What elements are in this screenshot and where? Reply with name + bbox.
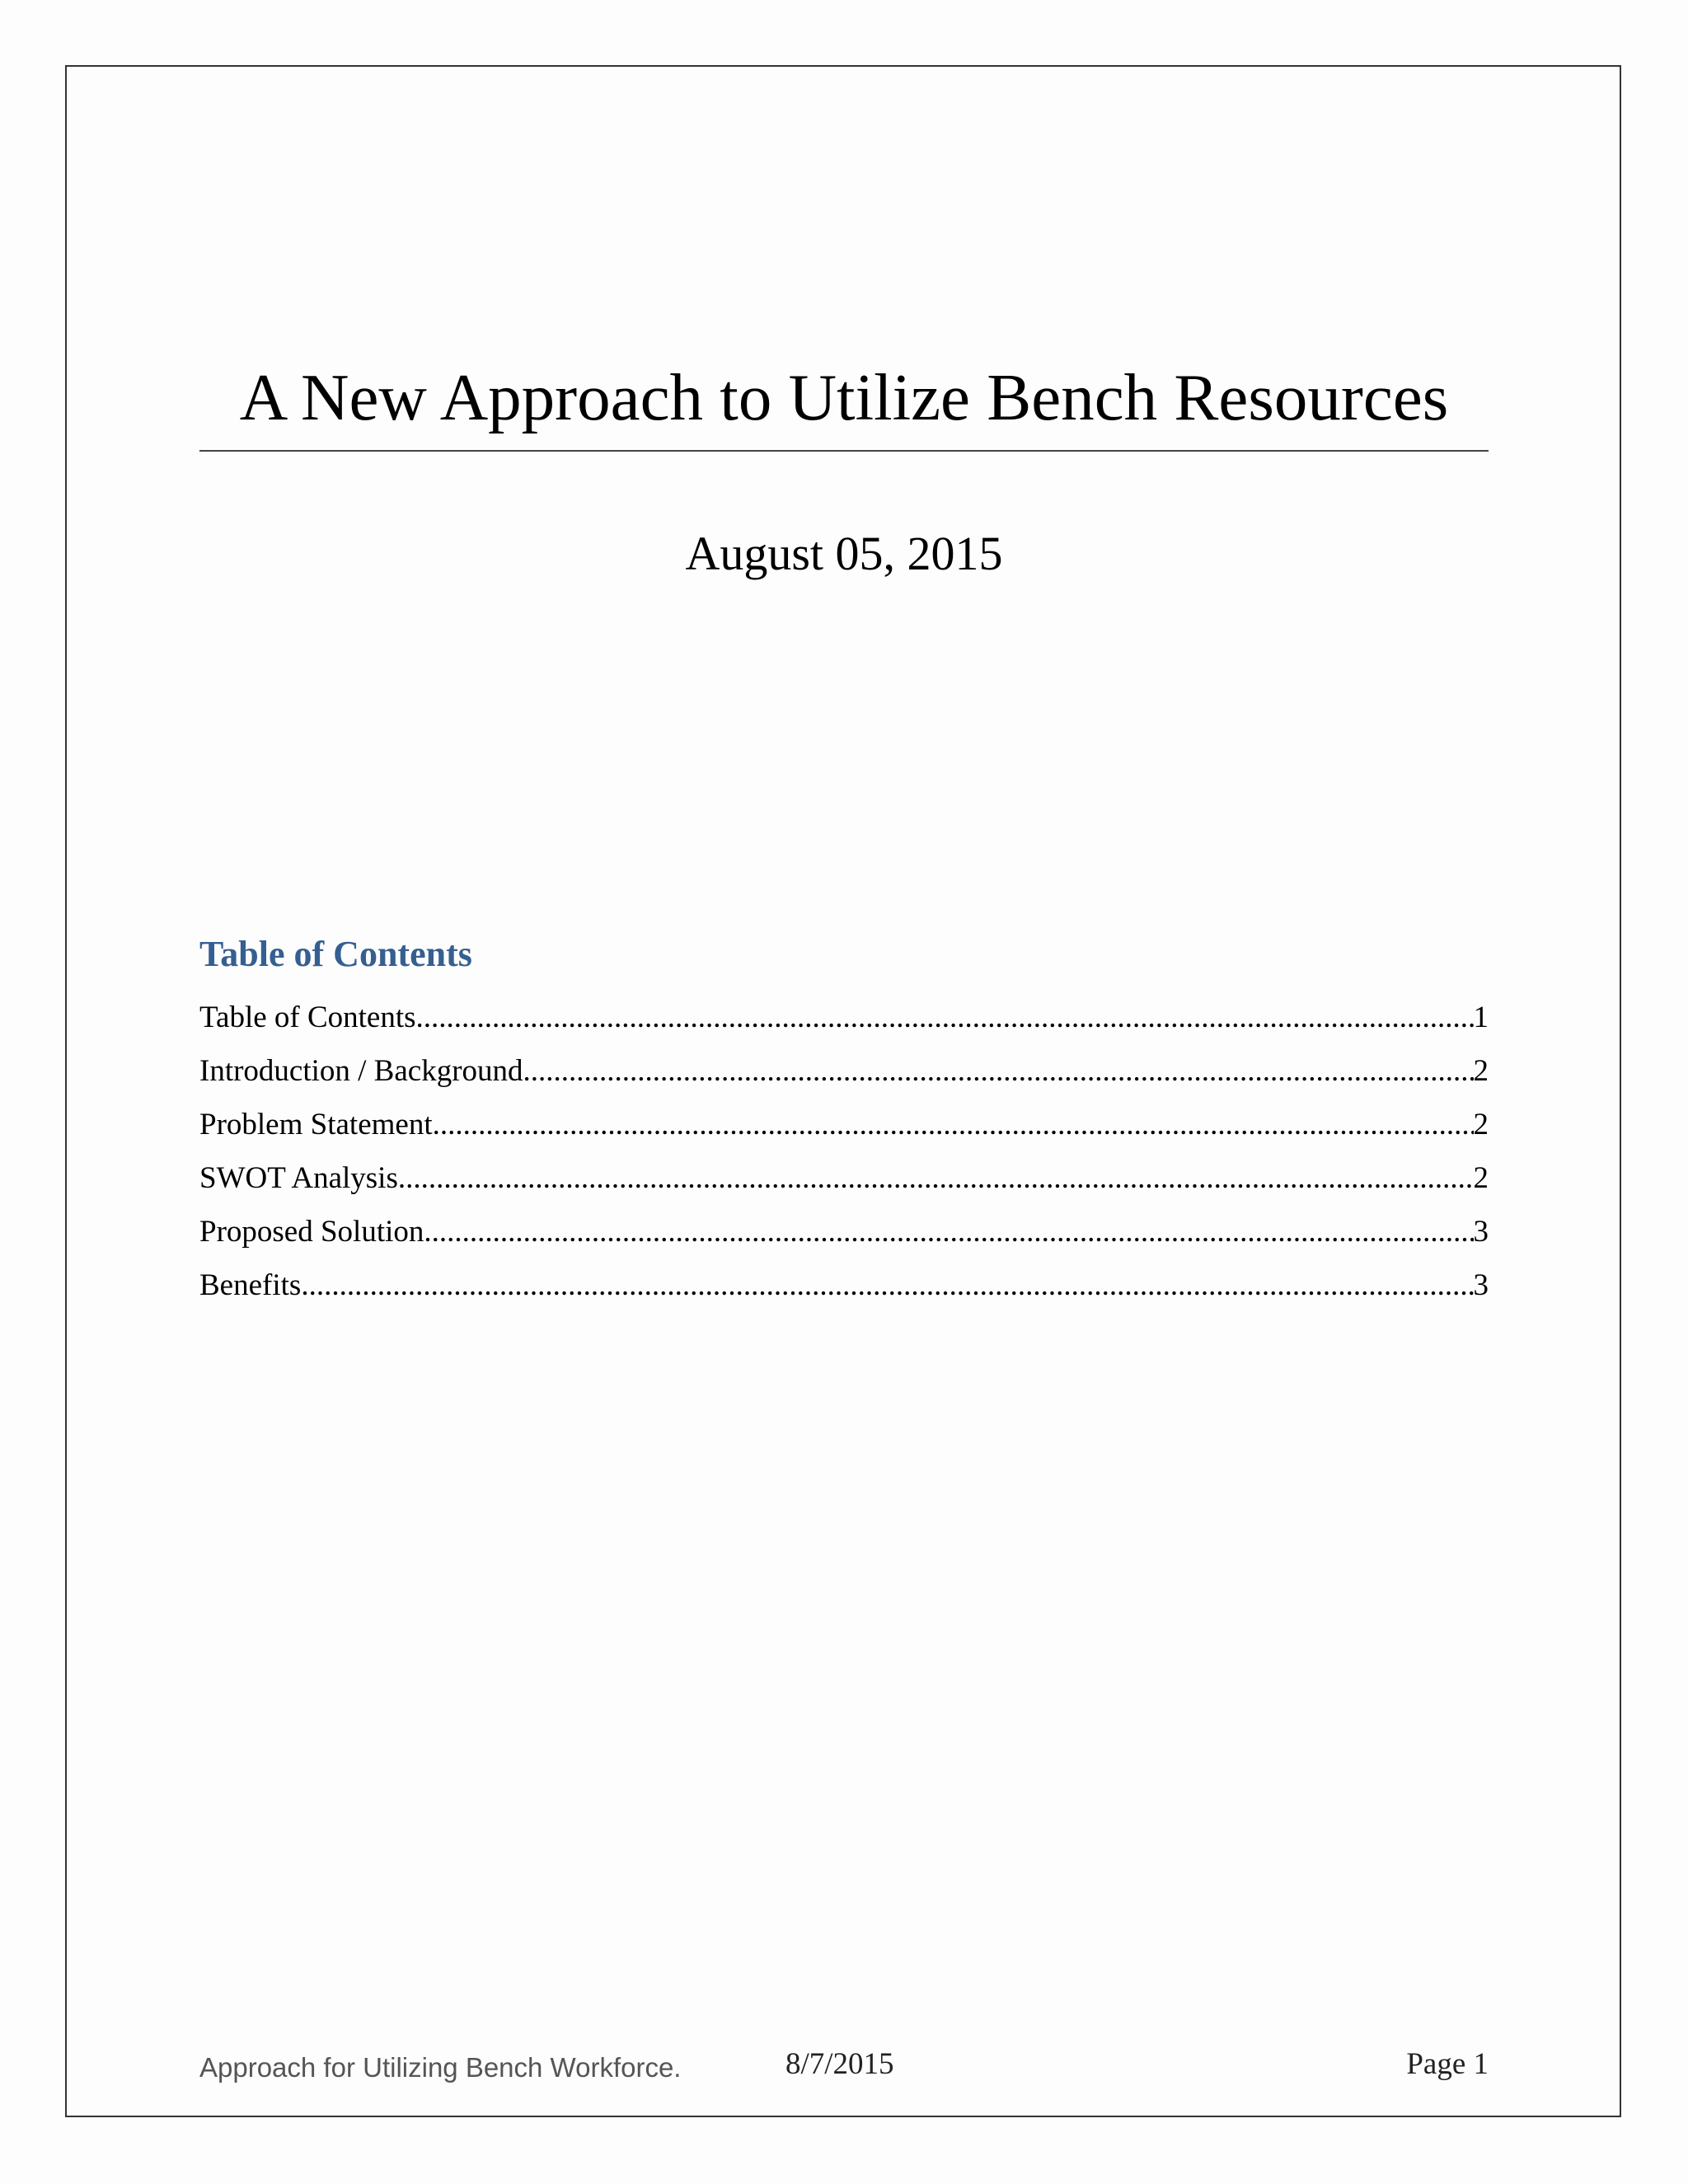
table-of-contents <box>199 993 1489 1315</box>
toc-entry-page: 2 <box>1473 1108 1489 1141</box>
document-date: August 05, 2015 <box>685 527 1003 580</box>
toc-entry-proposed-solution[interactable] <box>199 1207 1489 1261</box>
toc-entry-page: 3 <box>1473 1268 1489 1302</box>
toc-entry-label: Proposed Solution <box>199 1215 424 1249</box>
toc-dot-leader <box>424 1207 1473 1257</box>
footer-page-number: Page 1 <box>1406 2047 1489 2081</box>
toc-entry-label: Introduction / Background <box>199 1054 523 1088</box>
toc-dot-leader <box>398 1154 1474 1203</box>
toc-entry-page: 1 <box>1473 1001 1489 1034</box>
toc-entry-problem-statement[interactable] <box>199 1100 1489 1154</box>
toc-entry-page: 3 <box>1473 1215 1489 1249</box>
toc-heading: Table of Contents <box>199 934 472 974</box>
toc-entry-page: 2 <box>1473 1161 1489 1195</box>
toc-dot-leader <box>301 1261 1473 1310</box>
toc-entry-label: SWOT Analysis <box>199 1161 398 1195</box>
toc-entry-label: Table of Contents <box>199 1001 416 1034</box>
toc-entry-label: Benefits <box>199 1268 302 1302</box>
footer-date: 8/7/2015 <box>785 2047 894 2081</box>
toc-entry-label: Problem Statement <box>199 1108 433 1141</box>
toc-dot-leader <box>523 1047 1474 1096</box>
toc-dot-leader <box>433 1100 1474 1150</box>
toc-entry-swot-analysis[interactable] <box>199 1154 1489 1207</box>
toc-entry-introduction[interactable] <box>199 1047 1489 1100</box>
toc-entry-page: 2 <box>1473 1054 1489 1088</box>
title-divider <box>199 450 1489 452</box>
document-title: A New Approach to Utilize Bench Resources <box>239 360 1449 434</box>
footer-document-title: Approach for Utilizing Bench Workforce. <box>199 2052 682 2083</box>
toc-entry-table-of-contents[interactable] <box>199 993 1489 1047</box>
toc-dot-leader <box>416 993 1474 1043</box>
toc-entry-benefits[interactable] <box>199 1261 1489 1315</box>
